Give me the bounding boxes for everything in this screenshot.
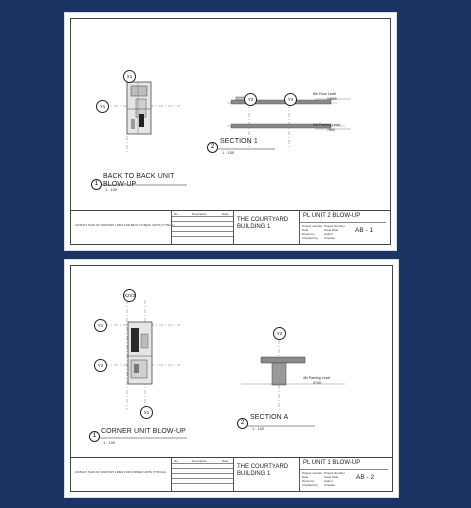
info-label: Project number: [302, 224, 323, 228]
rev-header-date: Date: [222, 212, 229, 216]
level-value: 9700: [313, 381, 321, 385]
view-scale: 1 : 100: [105, 187, 118, 192]
view-number-circle: 1: [91, 179, 102, 190]
info-label: Checked by: [302, 236, 318, 240]
drawing-note: AS BUILT PLAN OF SANITARY LINES FOR CORNER UNITS (TYPICAL): [75, 470, 167, 474]
view-scale: 1 : 100: [103, 440, 116, 445]
project-name: THE COURTYARD BUILDING 1: [237, 217, 289, 230]
grid-bubble-y4: Y4: [284, 93, 297, 106]
info-value: Issue Date: [324, 228, 339, 232]
grid-bubble-x1: X1: [140, 406, 153, 419]
sheet-number: AB - 2: [356, 474, 375, 481]
info-value: Author: [324, 232, 333, 236]
info-label: Checked by: [302, 483, 318, 487]
info-label: Project number: [302, 471, 323, 475]
revision-table: [171, 458, 234, 491]
grid-bubble-x1: X1: [123, 70, 136, 83]
info-value: Project Number: [324, 471, 345, 475]
grid-bubble-y1: Y1: [96, 100, 109, 113]
level-name: 3rd Parking Level: [313, 123, 341, 127]
rev-header-no: No.: [174, 459, 179, 463]
grid-bubble-y2: Y2: [244, 93, 257, 106]
info-label: Drawn by: [302, 479, 315, 483]
view-scale: 1 : 100: [252, 426, 265, 431]
sheet-info-cell: [299, 211, 386, 244]
level-name: 4th Parking Level: [303, 376, 331, 380]
level-name: 6th Floor Level: [313, 92, 337, 96]
drawing-note: AS BUILT PLAN OF SANITARY LINES FOR BACK TO BACK UNITS (TYPICAL): [75, 223, 175, 227]
project-name-cell: [233, 458, 300, 491]
grid-bubble-y2-section: Y2: [273, 327, 286, 340]
view-scale: 1 : 100: [222, 150, 235, 155]
grid-bubble-y1: Y1: [94, 319, 107, 332]
info-value: Checker: [324, 483, 336, 487]
sheet-number: AB - 1: [355, 227, 374, 234]
rev-header-description: Description: [192, 212, 208, 216]
project-name: THE COURTYARD BUILDING 1: [237, 464, 289, 477]
view-title: SECTION 1: [220, 138, 258, 145]
title-block: [71, 457, 392, 491]
view-number-circle: 2: [207, 142, 218, 153]
sheet-title: PL UNIT 1 BLOW-UP: [303, 460, 361, 466]
rev-header-description: Description: [192, 459, 208, 463]
sheet-info-cell: [299, 458, 388, 491]
level-value: 19800: [327, 97, 337, 101]
view-title: BACK TO BACK UNIT BLOW-UP: [103, 173, 175, 188]
title-block: [71, 210, 390, 244]
info-label: Drawn by: [302, 232, 315, 236]
info-value: Project Number: [324, 224, 345, 228]
grid-bubble-x2x3: X2X3: [123, 289, 136, 302]
sheet-title: PL UNIT 2 BLOW-UP: [303, 213, 361, 219]
drawing-sheet-ab-2: [65, 260, 398, 497]
level-value: 7800: [327, 128, 335, 132]
revision-table: [171, 211, 234, 244]
rev-header-no: No.: [174, 212, 179, 216]
project-name-cell: [233, 211, 300, 244]
drawing-sheet-ab-1: [65, 13, 396, 250]
view-title: CORNER UNIT BLOW-UP: [101, 428, 186, 435]
info-label: Date: [302, 475, 309, 479]
info-value: Checker: [324, 236, 336, 240]
view-number-circle: 1: [89, 431, 100, 442]
info-label: Date: [302, 228, 309, 232]
view-title: SECTION A: [250, 414, 289, 421]
info-value: Issue Date: [324, 475, 339, 479]
info-value: Author: [324, 479, 333, 483]
rev-header-date: Date: [222, 459, 229, 463]
grid-bubble-y2: Y2: [94, 359, 107, 372]
view-number-circle: 2: [237, 418, 248, 429]
